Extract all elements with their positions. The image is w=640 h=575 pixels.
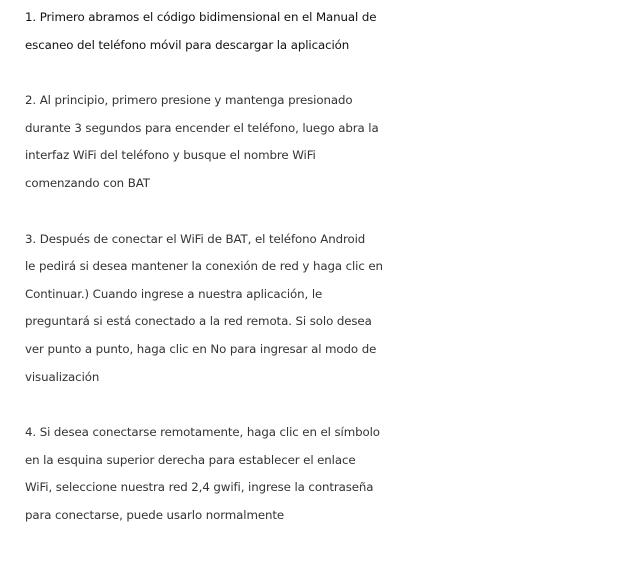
instruction-step-2 [25,87,637,197]
instructions-document [25,4,637,558]
instruction-line: 4. Si desea conectarse remotamente, haga clic en el símbolo [25,425,380,440]
instruction-line: en la esquina superior derecha para establecer el enlace [25,452,356,467]
instruction-line: interfaz WiFi del teléfono y busque el nombre WiFi [25,148,316,163]
instruction-line: durante 3 segundos para encender el teléfono, luego abra la [25,120,379,135]
instruction-line: le pedirá si desea mantener la conexión de red y haga clic en [25,259,383,274]
instruction-line: 3. Después de conectar el WiFi de BAT, el teléfono Android [25,231,366,246]
instruction-step-1 [25,4,637,59]
instruction-line: 1. Primero abramos el código bidimensional en el Manual de [25,10,377,24]
instruction-line: escaneo del teléfono móvil para descargar la aplicación [25,37,350,52]
instruction-step-3 [25,226,637,392]
instruction-line: Continuar.) Cuando ingrese a nuestra aplicación, le [25,286,323,301]
instruction-line: preguntará si está conectado a la red remota. Si solo desea [25,314,372,329]
instruction-line: comenzando con BAT [25,175,150,190]
instruction-line: ver punto a punto, haga clic en No para ingresar al modo de [25,341,377,356]
instruction-line: WiFi, seleccione nuestra red 2,4 gwifi, ingrese la contraseña [25,480,374,495]
instruction-line: visualización [25,369,100,384]
instruction-line: 2. Al principio, primero presione y mantenga presionado [25,93,353,108]
instruction-line: para conectarse, puede usarlo normalmente [25,507,285,522]
instruction-step-4 [25,419,637,529]
